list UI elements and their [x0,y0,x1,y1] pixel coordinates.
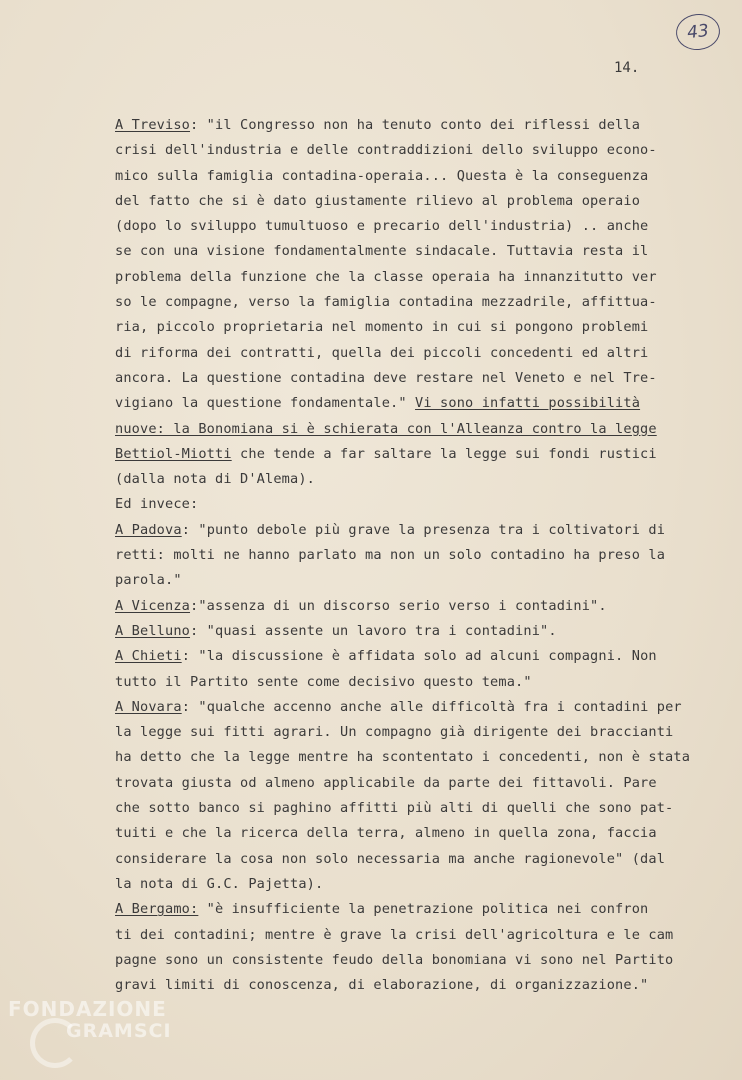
text-segment: pagne sono un consistente feudo della bonomiana vi sono nel Partito [115,951,674,968]
text-segment: ha detto che la legge mentre ha scontentato i concedenti, non è stata [115,749,691,766]
text-line [115,973,715,998]
typewritten-text-body [115,113,715,998]
text-line [115,417,715,442]
text-line [115,771,715,796]
paragraph-novara [115,695,715,897]
text-line [115,897,715,922]
text-line [115,695,715,720]
underlined-text: nuove: la Bonomiana si è schierata con l'Alleanza contro la legge [115,420,657,437]
text-segment: : "qualche accenno anche alle difficoltà fra i contadini per [181,698,682,715]
underlined-text: A Vicenza [115,597,191,614]
text-line [115,821,715,846]
text-line [115,492,715,517]
underlined-text: Bettiol-Miotti [115,445,232,462]
text-line [115,113,715,138]
text-line [115,670,715,695]
text-segment: tuiti e che la ricerca della terra, almeno in quella zona, faccia [115,825,657,842]
text-line [115,138,715,163]
text-line [115,745,715,770]
underlined-text: Vi sono infatti possibilità [415,395,641,412]
text-line [115,442,715,467]
text-line [115,467,715,492]
text-line [115,644,715,669]
text-segment: ti dei contadini; mentre è grave la crisi dell'agricoltura e le cam [115,926,674,943]
paragraph-treviso [115,113,715,492]
text-line [115,265,715,290]
text-segment: : "il Congresso non ha tenuto conto dei riflessi della [190,117,641,133]
text-line [115,872,715,897]
paragraph-padova [115,518,715,594]
watermark [8,998,188,1042]
underlined-text: A Bergamo: [115,901,199,918]
text-segment: tutto il Partito sente come decisivo questo tema." [115,673,532,690]
text-segment: gravi limiti di conoscenza, di elaborazione, di organizzazione." [115,977,649,994]
text-segment: :"assenza di un discorso serio verso i contadini". [190,597,607,614]
text-segment: so le compagne, verso la famiglia contadina mezzadrile, affittua- [115,294,657,311]
text-line [115,543,715,568]
watermark-line-2: GRAMSCI [66,1020,172,1042]
text-segment: ria, piccolo proprietaria nel momento in cui si pongono problemi [115,319,649,336]
text-segment: retti: molti ne hanno parlato ma non un solo contadino ha preso la [115,547,666,564]
text-line [115,214,715,239]
text-segment: se con una visione fondamentalmente sindacale. Tuttavia resta il [115,243,649,260]
text-segment: crisi dell'industria e delle contraddizioni dello sviluppo econo- [115,142,657,159]
text-segment: ancora. La questione contadina deve restare nel Veneto e nel Tre- [115,369,657,386]
text-line [115,518,715,543]
underlined-text: A Treviso [115,117,191,133]
text-line [115,290,715,315]
underlined-text: A Novara [115,698,182,715]
paragraph-belluno [115,619,715,644]
text-segment: Ed invece: [115,496,199,513]
text-line [115,366,715,391]
text-line [115,923,715,948]
text-line [115,796,715,821]
text-segment: la nota di G.C. Pajetta). [115,875,324,892]
underlined-text: A Belluno [115,622,191,639]
text-line [115,594,715,619]
underlined-text: A Padova [115,521,182,538]
paragraph-chieti [115,644,715,695]
text-segment: del fatto che si è dato giustamente rilievo al problema operaio [115,192,641,209]
text-line [115,391,715,416]
text-line [115,189,715,214]
text-line [115,619,715,644]
text-segment: : "quasi assente un lavoro tra i contadini". [190,622,557,639]
text-segment: (dalla nota di D'Alema). [115,471,316,488]
text-segment: mico sulla famiglia contadina-operaia... Questa è la conseguenza [115,167,649,184]
text-line [115,239,715,264]
text-segment: trovata giusta od almeno applicabile da parte dei fittavoli. Pare [115,774,657,791]
text-segment: "è insufficiente la penetrazione politica nei confron [198,901,649,918]
watermark-line-1: FONDAZIONE [8,997,167,1021]
archive-page-number: 43 [674,12,722,52]
text-line [115,720,715,745]
paragraph-invece [115,492,715,517]
text-line [115,315,715,340]
text-segment: di riforma dei contratti, quella dei piccoli concedenti ed altri [115,344,649,361]
text-segment: parola." [115,572,182,589]
text-segment: : "punto debole più grave la presenza tra i coltivatori di [181,521,666,538]
text-segment: considerare la cosa non solo necessaria ma anche ragionevole" (dal [115,850,666,867]
text-line [115,847,715,872]
text-line [115,341,715,366]
paragraph-vicenza [115,594,715,619]
text-line [115,568,715,593]
text-segment: : "la discussione è affidata solo ad alcuni compagni. Non [181,648,657,665]
page-number: 14. [614,60,640,76]
text-segment: (dopo lo sviluppo tumultuoso e precario dell'industria) .. anche [115,218,649,235]
text-segment: la legge sui fitti agrari. Un compagno già dirigente dei braccianti [115,724,674,741]
paragraph-bergamo [115,897,715,998]
underlined-text: A Chieti [115,648,182,665]
text-segment: che tende a far saltare la legge sui fondi rustici [231,445,657,462]
text-segment: vigiano la questione fondamentale." [115,395,416,412]
text-segment: che sotto banco si paghino affitti più alti di quelli che sono pat- [115,800,674,817]
text-line [115,948,715,973]
text-line [115,164,715,189]
text-segment: problema della funzione che la classe operaia ha innanzitutto ver [115,268,657,285]
